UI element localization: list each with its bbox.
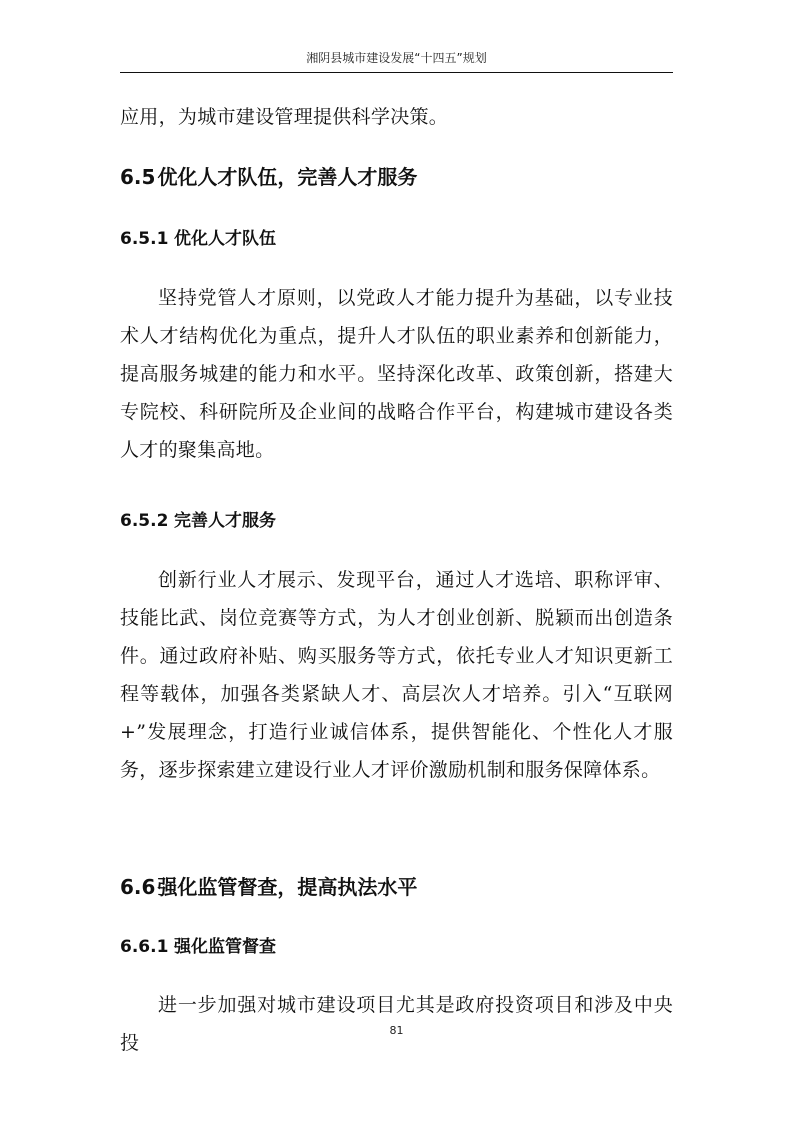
- subsection-number: 6.6.1: [120, 937, 169, 957]
- header-divider: [120, 72, 673, 73]
- section-number: 6.6: [120, 875, 156, 899]
- subsection-number: 6.5.1: [120, 229, 169, 249]
- subsection-number: 6.5.2: [120, 511, 169, 531]
- subsection-heading-6-5-2: [120, 508, 673, 534]
- subsection-title: 强化监管督查: [174, 937, 276, 957]
- section-title: 强化监管督查，提高执法水平: [157, 875, 418, 899]
- paragraph-6-6-1: 进一步加强对城市建设项目尤其是政府投资项目和涉及中央投: [120, 994, 673, 1054]
- running-header: 湘阴县城市建设发展“十四五”规划: [306, 51, 487, 65]
- subsection-heading-6-5-1: [120, 226, 673, 252]
- section-title: 优化人才队伍，完善人才服务: [157, 165, 418, 189]
- subsection-heading-6-6-1: [120, 934, 673, 960]
- section-heading-6-6: [120, 872, 673, 902]
- paragraph-6-5-2: 创新行业人才展示、发现平台，通过人才选培、职称评审、技能比武、岗位竞赛等方式，为人才创业创新、脱颖而出创造条件。通过政府补贴、购买服务等方式，依托专业人才知识更新工程等载体，加强各类紧缺人才、高层次人才培养。引入“互联网+”发展理念，打造行业诚信体系，提供智能化、个性化人才服务，逐步探索建立建设行业人才评价激励机制和服务保障体系。: [120, 569, 673, 781]
- page-number: 81: [389, 1024, 404, 1037]
- subsection-title: 完善人才服务: [174, 511, 276, 531]
- intro-paragraph: 应用，为城市建设管理提供科学决策。: [120, 106, 449, 128]
- subsection-title: 优化人才队伍: [174, 229, 276, 249]
- paragraph-6-5-1: 坚持党管人才原则，以党政人才能力提升为基础，以专业技术人才结构优化为重点，提升人才队伍的职业素养和创新能力，提高服务城建的能力和水平。坚持深化改革、政策创新，搭建大专院校、科研院所及企业间的战略合作平台，构建城市建设各类人才的聚集高地。: [120, 287, 673, 461]
- section-heading-6-5: [120, 162, 673, 192]
- section-number: 6.5: [120, 165, 156, 189]
